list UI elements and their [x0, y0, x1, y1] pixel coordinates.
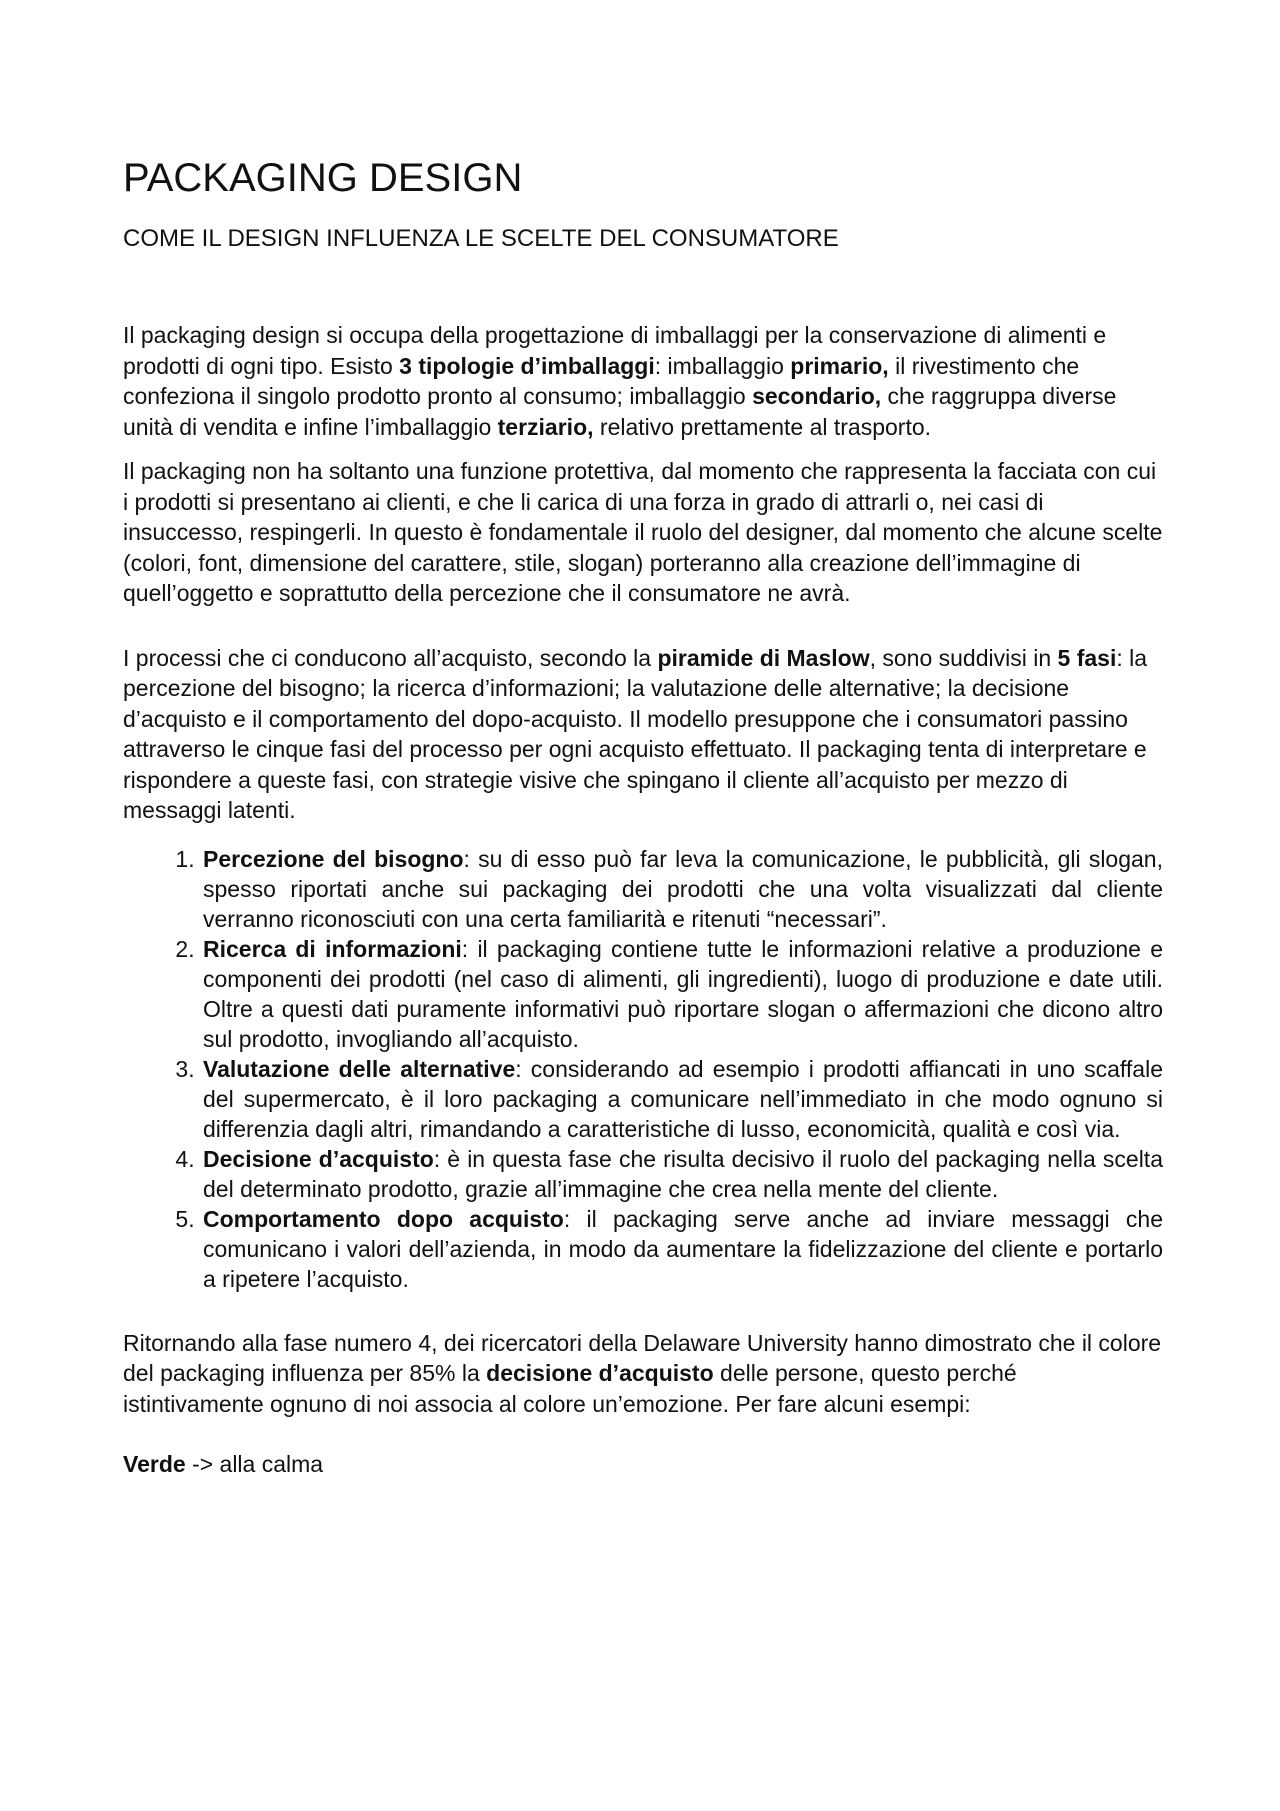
text: Il packaging design si occupa della progettazione di imballaggi per la conservazione di alimenti e prodotti di ogni tipo. Esisto: [123, 322, 1107, 379]
purchase-phases-list: [123, 844, 1163, 1294]
paragraph-color-influence: [123, 1328, 1163, 1420]
list-item-term: Decisione d’acquisto: [203, 1145, 434, 1172]
bold-text: primario,: [790, 352, 889, 379]
list-item-term: Ricerca di informazioni: [203, 935, 462, 962]
color-meaning: -> alla calma: [185, 1451, 324, 1477]
list-item-term: Percezione del bisogno: [203, 845, 464, 872]
list-item-text: : su di esso può far leva la comunicazione, le pubblicità, gli slogan, spesso riportati anche sui packaging dei prodotti che una volta visualizzati dal cliente verranno riconosciuti con una certa familiarità e ritenuti “necessari”.: [203, 845, 1163, 932]
list-item-term: Comportamento dopo acquisto: [203, 1205, 564, 1232]
bold-text: piramide di Maslow: [657, 644, 870, 671]
text: : la percezione del bisogno; la ricerca d’informazioni; la valutazione delle alternative; la decisione d’acquisto e il comportamento del dopo-acquisto. Il modello presuppone che i consumatori passino attraverso le cinque fasi del processo per ogni acquisto effettuato. Il packaging tenta di interpretare e rispondere a queste fasi, con strategie visive che spingano il cliente all’acquisto per mezzo di messaggi latenti.: [123, 644, 1148, 823]
list-item: [201, 1054, 1163, 1144]
document-subtitle: COME IL DESIGN INFLUENZA LE SCELTE DEL CONSUMATORE: [123, 225, 839, 252]
list-item-term: Valutazione delle alternative: [203, 1055, 516, 1082]
bold-text: secondario,: [752, 383, 882, 409]
list-item: [201, 1144, 1163, 1204]
text: , sono suddivisi in: [869, 644, 1058, 671]
list-item: [201, 1204, 1163, 1294]
paragraph-packaging-function: Il packaging non ha soltanto una funzione protettiva, dal momento che rappresenta la facciata con cui i prodotti si presentano ai clienti, e che li carica di una forza in grado di attrarli o, nei casi di insuccesso, respingerli. In questo è fondamentale il ruolo del designer, dal momento che alcune scelte (colori, font, dimensione del carattere, stile, slogan) porteranno alla creazione dell’immagine di quell’oggetto e soprattutto della percezione che il consumatore ne avrà.: [123, 458, 1163, 606]
list-item: [201, 934, 1163, 1054]
text: il rivestimento che confeziona il singolo prodotto pronto al consumo; imballaggio: [123, 352, 1080, 409]
document-content: [123, 154, 1163, 1480]
text: che raggruppa diverse unità di vendita e infine l’imballaggio: [123, 383, 1117, 440]
list-item-text: : il packaging serve anche ad inviare messaggi che comunicano i valori dell’azienda, in modo da aumentare la fidelizzazione del cliente e portarlo a ripetere l’acquisto.: [203, 1205, 1163, 1292]
text: I processi che ci conducono all’acquisto, secondo la: [123, 644, 658, 671]
paragraph-maslow: [123, 643, 1163, 826]
list-item-text: : è in questa fase che risulta decisivo il ruolo del packaging nella scelta del determinato prodotto, grazie all’immagine che crea nella mente del cliente.: [203, 1145, 1163, 1202]
text: delle persone, questo perché istintivamente ognuno di noi associa al colore un’emozione. Per fare alcuni esempi:: [123, 1360, 1017, 1417]
list-item-text: : considerando ad esempio i prodotti affiancati in uno scaffale del supermercato, è il loro packaging a comunicare nell’immediato in che modo ognuno si differenzia dagli altri, rimandando a caratteristiche di lusso, economicità, qualità e così via.: [203, 1055, 1163, 1142]
paragraph-packaging-types: [123, 320, 1163, 442]
color-example-green: [123, 1449, 1163, 1480]
bold-text: terziario,: [497, 413, 594, 440]
bold-text: 5 fasi: [1057, 644, 1117, 671]
text: : imballaggio: [654, 352, 791, 379]
bold-text: decisione d’acquisto: [486, 1360, 714, 1386]
text: Ritornando alla fase numero 4, dei ricercatori della Delaware University hanno dimostrato che il colore del packaging influenza per 85% la: [123, 1329, 1162, 1386]
list-item: [201, 844, 1163, 934]
text: relativo prettamente al trasporto.: [593, 413, 932, 440]
bold-text: 3 tipologie d’imballaggi: [399, 352, 655, 379]
color-term: Verde: [123, 1451, 186, 1477]
document-title: PACKAGING DESIGN: [123, 156, 523, 200]
list-item-text: : il packaging contiene tutte le informazioni relative a produzione e componenti dei prodotti (nel caso di alimenti, gli ingredienti), luogo di produzione e date utili. Oltre a questi dati puramente informativi può riportare slogan o affermazioni che dicono altro sul prodotto, invogliando all’acquisto.: [203, 935, 1163, 1052]
